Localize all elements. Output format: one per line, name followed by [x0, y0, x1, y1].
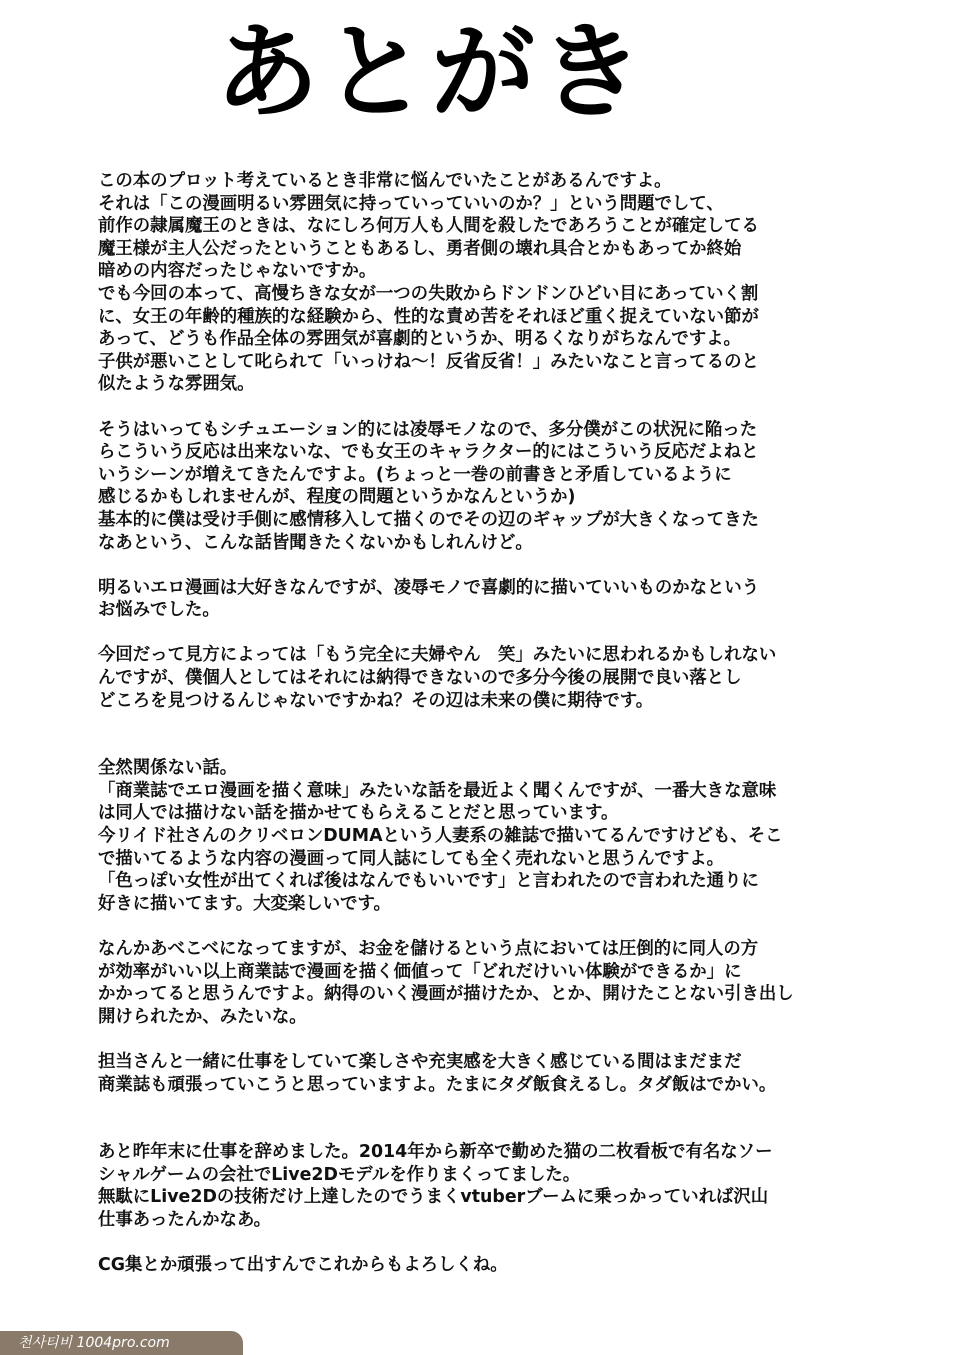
paragraph: [98, 577, 898, 622]
watermark-banner: 천사티비 1004pro.com: [0, 1331, 243, 1355]
text-line: 好きに描いてます。大変楽しいです。: [98, 893, 391, 914]
text-line: 開けられたか、みたいな。: [98, 1006, 307, 1027]
text-line: CG集とか頑張って出すんでこれからもよろしくね。: [98, 1255, 508, 1276]
paragraph: [98, 757, 898, 915]
text-line: でも今回の本って、高慢ちきな女が一つの失敗からドンドンひどい目にあっていく割: [98, 283, 759, 304]
paragraph: [98, 644, 898, 712]
paragraph-gap: [98, 622, 898, 645]
text-line: あと昨年末に仕事を辞めました。2014年から新卒で勤めた猫の二枚看板で有名なソー: [98, 1142, 773, 1163]
paragraph: [98, 170, 898, 396]
paragraph: [98, 1254, 898, 1277]
paragraph-gap: [98, 712, 898, 757]
paragraph-gap: [98, 396, 898, 419]
text-line: が効率がいい以上商業誌で漫画を描く価値って「どれだけいい体験ができるか」に: [98, 961, 742, 982]
text-line: 商業誌も頑張っていこうと思っていますよ。たまにタダ飯食えるし。タダ飯はでかい。: [98, 1074, 777, 1095]
text-line: んですが、僕個人としてはそれには納得できないので多分今後の展開で良い落とし: [98, 668, 742, 689]
paragraph: [98, 938, 898, 1028]
text-line: なんかあべこべになってますが、お金を儲けるという点においては圧倒的に同人の方: [98, 939, 759, 959]
text-line: 「色っぽい女性が出てくれば後はなんでもいいです」と言われたので言われた通りに: [98, 871, 759, 892]
paragraph: [98, 419, 898, 555]
paragraph: [98, 1051, 898, 1096]
text-line: そうはいってもシチュエーション的には凌辱モノなので、多分僕がこの状況に陥った: [98, 419, 758, 440]
text-line: らこういう反応は出来ないな、でも女王のキャラクター的にはこういう反応だよねと: [98, 442, 759, 463]
afterword-body: [98, 170, 898, 1277]
paragraph-gap: [98, 1232, 898, 1255]
text-line: 感じるかもしれませんが、程度の問題というかなんというか): [98, 487, 576, 508]
text-line: 前作の隷属魔王のときは、なにしろ何万人も人間を殺したであろうことが確定してる: [98, 216, 759, 237]
text-line: 基本的に僕は受け手側に感情移入して描くのでその辺のギャップが大きくなってきた: [98, 509, 759, 530]
text-line: 無駄にLive2Dの技術だけ上達したのでうまくvtuberブームに乗っかっていれば沢山: [98, 1187, 769, 1208]
text-line: 「商業誌でエロ漫画を描く意味」みたいな話を最近よく聞くんですが、一番大きな意味: [98, 780, 777, 801]
paragraph: [98, 1141, 898, 1231]
paragraph-gap: [98, 915, 898, 938]
text-line: いうシーンが増えてきたんですよ。(ちょっと一巻の前書きと矛盾しているように: [98, 464, 732, 485]
text-line: お悩みでした。: [98, 600, 220, 621]
text-line: 今回だって見方によっては「もう完全に夫婦やん 笑」みたいに思われるかもしれない: [98, 645, 777, 666]
text-line: あって、どうも作品全体の雰囲気が喜劇的というか、明るくなりがちなんですよ。: [98, 329, 741, 350]
text-line: に、女王の年齢的種族的な経験から、性的な責め苦をそれほど重く捉えていない節が: [98, 306, 759, 327]
text-line: 全然関係ない話。: [98, 758, 238, 779]
text-line: この本のプロット考えているとき非常に悩んでいたことがあるんですよ。: [98, 171, 672, 191]
text-line: で描いてるような内容の漫画って同人誌にしても全く売れないと思うんですよ。: [98, 848, 725, 869]
paragraph-gap: [98, 1096, 898, 1141]
text-line: 仕事あったんかなあ。: [98, 1209, 272, 1230]
text-line: 暗めの内容だったじゃないですか。: [98, 261, 377, 282]
text-line: 似たような雰囲気。: [98, 374, 255, 395]
text-line: それは「この漫画明るい雰囲気に持っていっていいのか？」という問題でして、: [98, 193, 724, 214]
text-line: 明るいエロ漫画は大好きなんですが、凌辱モノで喜劇的に描いていいものかなという: [98, 577, 760, 598]
text-line: 担当さんと一緒に仕事をしていて楽しさや充実感を大きく感じている間はまだまだ: [98, 1051, 742, 1072]
paragraph-gap: [98, 1028, 898, 1051]
page-title: あとがき: [215, 11, 648, 133]
paragraph-gap: [98, 554, 898, 577]
text-line: シャルゲームの会社でLive2Dモデルを作りまくってました。: [98, 1164, 581, 1185]
text-line: なあという、こんな話皆聞きたくないかもしれんけど。: [98, 532, 533, 553]
text-line: かかってると思うんですよ。納得のいく漫画が描けたか、とか、開けたことない引き出し: [98, 984, 794, 1005]
text-line: 魔王様が主人公だったということもあるし、勇者側の壊れ具合とかもあってか終始: [98, 238, 742, 259]
text-line: どころを見つけるんじゃないですかね？その辺は未来の僕に期待です。: [98, 690, 654, 711]
text-line: は同人では描けない話を描かせてもらえることだと思っています。: [98, 803, 619, 824]
text-line: 子供が悪いことして叱られて「いっけね〜！反省反省！」みたいなこと言ってるのと: [98, 351, 759, 372]
text-line: 今リイド社さんのクリベロンDUMAという人妻系の雑誌で描いてるんですけども、そこ: [98, 826, 783, 847]
